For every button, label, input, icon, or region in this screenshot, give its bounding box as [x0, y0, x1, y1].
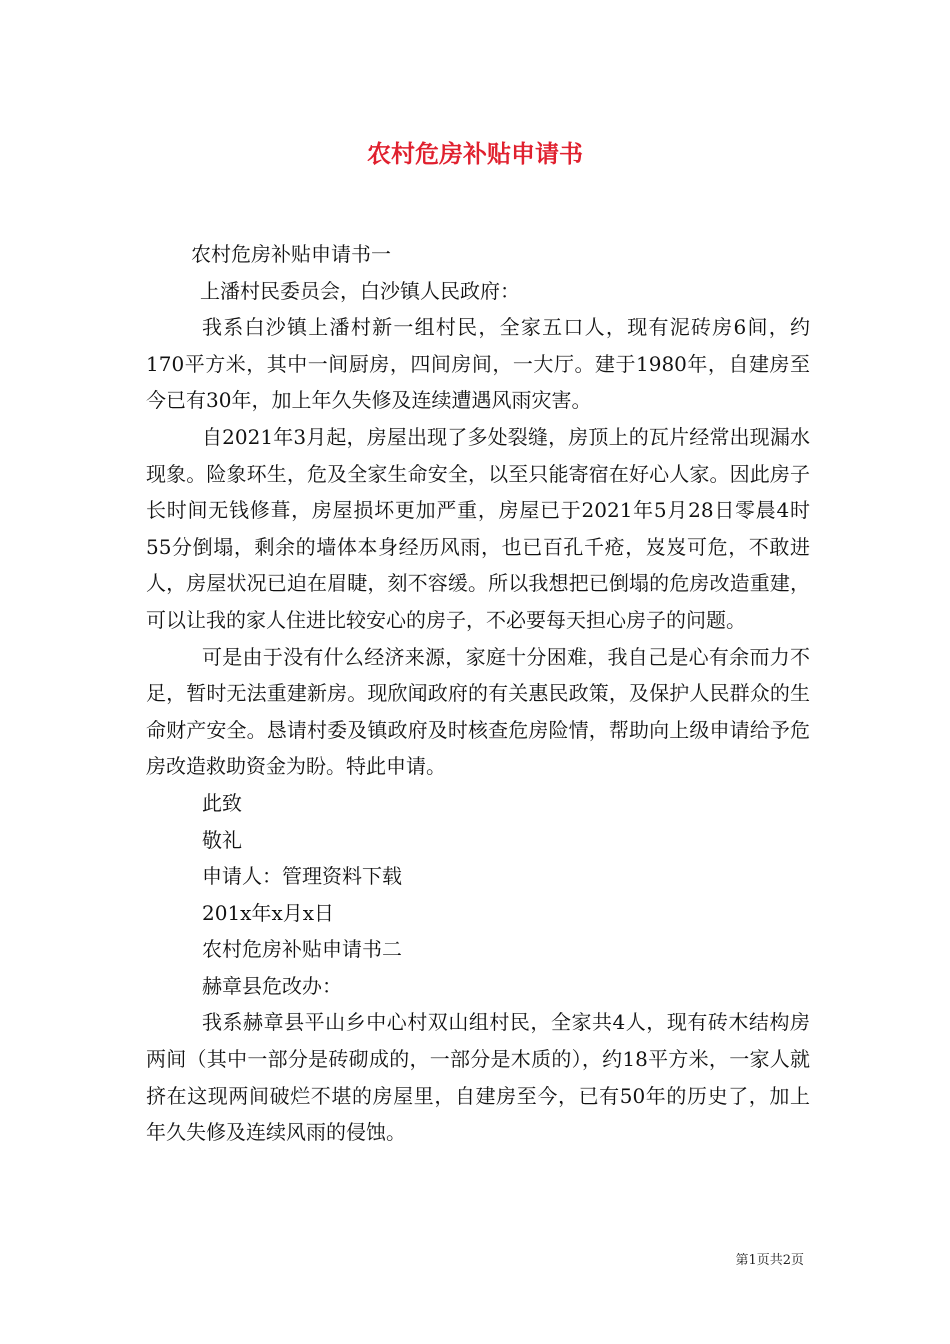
body-paragraph: 自2021年3月起，房屋出现了多处裂缝，房顶上的瓦片经常出现漏水现象。险象环生，危及全家生命安全，以至只能寄宿在好心人家。因此房子长时间无钱修葺，房屋损坏更加严重，房屋已于2021年5月28日零晨4时55分倒塌，剩余的墙体本身经历风雨，也已百孔千疮，岌岌可危，不敢进人，房屋状况已迫在眉睫，刻不容缓。所以我想把已倒塌的危房改造重建，可以让我的家人住进比较安心的房子，不必要每天担心房子的问题。: [146, 424, 810, 632]
section-heading-1: 农村危房补贴申请书一: [191, 242, 391, 266]
body-paragraph: 可是由于没有什么经济来源，家庭十分困难，我自己是心有余而力不足，暂时无法重建新房。现欣闻政府的有关惠民政策，及保护人民群众的生命财产安全。恳请村委及镇政府及时核查危房险情，帮助向上级申请给予危房改造救助资金为盼。特此申请。: [146, 644, 810, 779]
salutation-1: 上潘村民委员会，白沙镇人民政府：: [200, 278, 520, 303]
closing-line: 此致: [202, 790, 242, 815]
document-body: [146, 236, 810, 1151]
applicant-line: 申请人：管理资料下载: [202, 864, 402, 889]
page-indicator: 第1页共2页: [735, 1253, 804, 1268]
section-heading-2: 农村危房补贴申请书二: [202, 937, 402, 962]
salutation-2: 赫章县危改办：: [202, 973, 342, 998]
body-paragraph: 我系赫章县平山乡中心村双山组村民，全家共4人，现有砖木结构房两间（其中一部分是砖砌成的，一部分是木质的），约18平方米，一家人就挤在这现两间破烂不堪的房屋里，自建房至今，已有50年的历史了，加上年久失修及连续风雨的侵蚀。: [146, 1010, 810, 1145]
date-line: 201x年x月x日: [202, 900, 335, 925]
document-title: 农村危房补贴申请书: [367, 139, 583, 168]
closing-greeting: 敬礼: [202, 827, 242, 852]
body-paragraph: 我系白沙镇上潘村新一组村民，全家五口人，现有泥砖房6间，约170平方米，其中一间厨房，四间房间，一大厅。建于1980年，自建房至今已有30年，加上年久失修及连续遭遇风雨灾害。: [146, 315, 810, 413]
